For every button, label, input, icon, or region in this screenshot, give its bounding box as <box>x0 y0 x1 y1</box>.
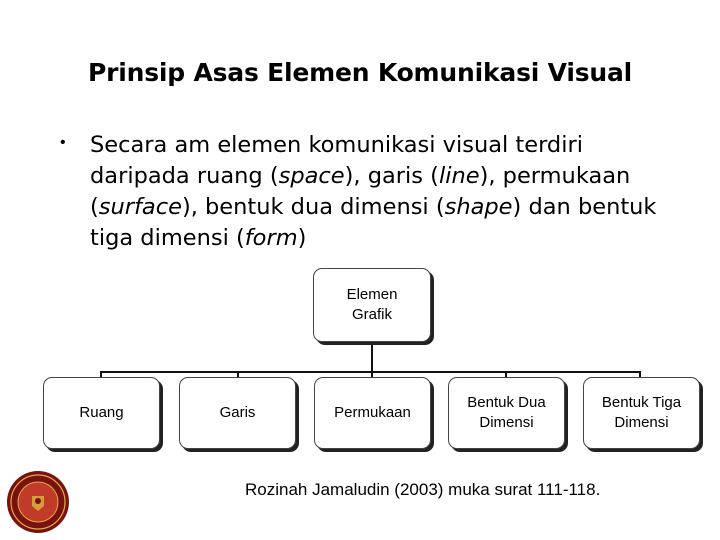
bullet-text: Secara am elemen komunikasi visual terdiri daripada ruang (space), garis (line), permukaan (surface), bentuk dua dimensi (shape) dan bentuk tiga dimensi (form) <box>90 132 657 251</box>
child-box-bentuk-tiga-dimensi: Bentuk Tiga Dimensi <box>583 377 700 449</box>
university-seal-logo <box>6 470 70 534</box>
slide-title: Prinsip Asas Elemen Komunikasi Visual <box>87 58 633 87</box>
term-surface: surface <box>98 194 182 220</box>
child-box-garis: Garis <box>179 377 296 449</box>
term-line: line <box>438 163 480 189</box>
child-box-ruang: Ruang <box>43 377 160 449</box>
term-form: form <box>244 225 298 251</box>
term-shape: shape <box>444 194 513 220</box>
term-space: space <box>278 163 345 189</box>
bullet-marker: • <box>60 134 66 151</box>
child-box-permukaan: Permukaan <box>314 377 431 449</box>
citation-text: Rozinah Jamaludin (2003) muka surat 111-118. <box>245 480 601 499</box>
child-box-bentuk-dua-dimensi: Bentuk Dua Dimensi <box>448 377 565 449</box>
connector-root-down <box>371 342 373 372</box>
root-box-elemen-grafik: Elemen Grafik <box>313 268 431 342</box>
